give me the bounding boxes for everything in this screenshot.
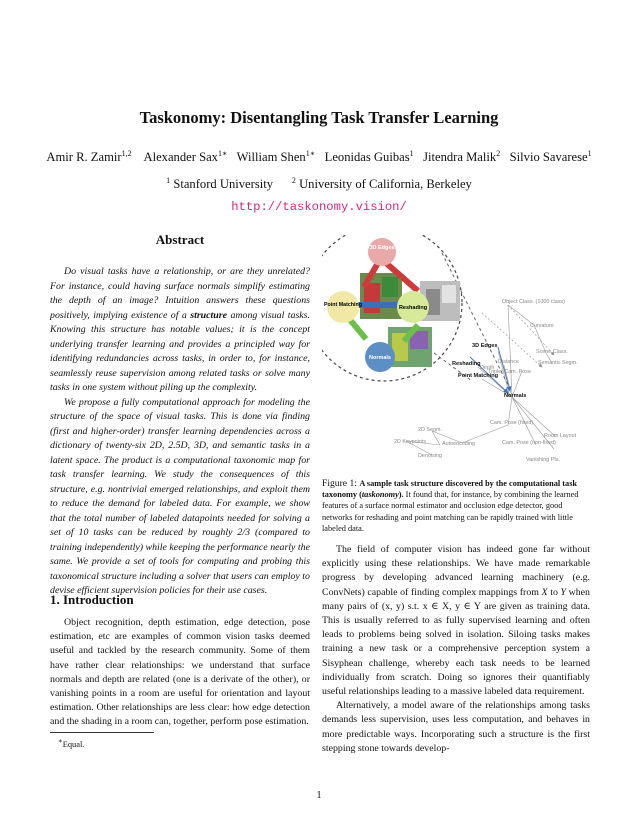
- author-name: Leonidas Guibas: [324, 150, 410, 165]
- author-affil-mark: 1,2: [121, 149, 132, 158]
- label-normals: Normals: [504, 393, 527, 399]
- author-affil-mark: 1∗: [217, 149, 228, 158]
- author-name: Jitendra Malik: [423, 150, 497, 165]
- affil-name: Stanford University: [173, 177, 274, 192]
- author-name: Amir R. Zamir: [46, 150, 122, 165]
- label-triplet-cam-pose: Triplet Cam. Pose: [488, 369, 531, 375]
- footnote-divider: [50, 732, 154, 733]
- body-paragraph: Alternatively, a model aware of the relationships among tasks demands less supervision, uses less computation, and behaves in more predictable ways. Incorporating such a structure is the first stepping stone towards develop-: [322, 700, 590, 754]
- label-object-class: Object Class. (1000 class): [502, 299, 565, 305]
- caption-label: Figure 1:: [322, 478, 360, 489]
- abstract-paragraph: [50, 396, 310, 599]
- label-3d-edges: 3D Edges: [472, 343, 498, 349]
- project-url-link[interactable]: http://taskonomy.vision/: [231, 200, 407, 214]
- node-label: Normals: [368, 355, 392, 361]
- node-label: 3D Edges: [369, 245, 395, 251]
- affil-mark: 1: [166, 176, 171, 185]
- label-reshading: Reshading: [452, 361, 481, 367]
- introduction-body: [50, 616, 310, 730]
- author-affil-mark: 1: [587, 149, 592, 158]
- author-list: [0, 149, 638, 165]
- abstract-text: Do visual tasks have a relationship, or are they unrelated? For instance, could having surface normals simplify estimating the depth of an image? Intuition answers these questions positively, implying existence of a: [50, 266, 310, 321]
- affiliations: [0, 176, 638, 192]
- caption-italic: taskonomy: [361, 490, 399, 500]
- abstract-text: We propose a fully computational approach for modeling the structure of the space of visual tasks. This is done via finding (first and higher-order) transfer learning dependencies across a dictionary of twenty-six 2D, 2.5D, 3D, and semantic tasks in a latent space. The product is a computational taxonomic map for task transfer learning. We study the consequences of this structure, e.g. nontrivial emerged relationships, and exploit them to reduce the demand for labeled data. For example, we show that the total number of labeled datapoints needed for solving a set of 10 tasks can be reduced by roughly: [50, 396, 310, 538]
- label-vanishing-pts: Vanishing Pts.: [526, 457, 561, 463]
- body-text: when many pairs of (x, y) s.t. x ∈ X, y ∈ Y are given as training data. This is usually referred to as fully supervised learning and often leads to problems being solved in isolation. Siloing tasks makes training a new task or a comprehensive perception system a Sisyphean challenge, whereby each task needs to be learned individually from scratch. Doing so ignores their quantifiably useful relationships leading to a massive labeled data requirement.: [322, 586, 590, 698]
- label-room-layout: Room Layout: [544, 433, 577, 439]
- label-depth: Depth: [480, 365, 495, 371]
- task-structure-diagram: [322, 235, 588, 468]
- label-2d-keypoints: 2D Keypoints: [394, 439, 427, 445]
- author-name: Alexander Sax: [143, 150, 218, 165]
- intro-paragraph: Object recognition, depth estimation, edge detection, pose estimation, etc are examples of common vision tasks deemed useful and tackled by the research community. Some of them have rather clear relationships: we understand that surface normals and depth are related (one is a derivate of the other), or vanishing points in a room are useful for orientation and layout estimation. Other relationships are less clear: how edge detection and the shading in a room can, together, perform pose estimation.: [50, 617, 310, 728]
- math-symbol: X: [541, 586, 548, 598]
- label-cam-pose-fixed: Cam. Pose (fixed): [490, 420, 534, 426]
- label-distance: Distance: [498, 359, 519, 365]
- abstract-body: [50, 265, 310, 599]
- abstract-heading: Abstract: [155, 232, 205, 247]
- body-text: The field of computer vision has indeed gone far without explicitly using these relationships. We have made remarkable progress by developing advanced learning machinery (e.g. ConvNets) capable of finding complex mappings from: [322, 544, 590, 598]
- right-column-body: [322, 543, 590, 756]
- author-name: William Shen: [236, 150, 306, 165]
- math-symbol: Y: [560, 586, 566, 598]
- fraction: 2/3: [237, 527, 251, 538]
- footnote-mark: ∗: [58, 737, 63, 745]
- label-autoencoding: Autoencoding: [442, 441, 475, 447]
- label-semantic-segm: Semantic Segm.: [538, 360, 578, 366]
- caption-text: It found that, for instance, by combining the learned features of a surface normal estimator and occlusion edge detector, good networks for reshading and point matching can be rapidly trained with little labeled data.: [322, 490, 579, 533]
- abstract-text: among visual tasks. Knowing this structure has notable values; it is the concept underlying transfer learning and provides a principled way for identifying redundancies across tasks, in order to, for instance, seamlessly reuse supervision among related tasks or solve many tasks in one system without piling up the complexity.: [50, 309, 310, 393]
- footnote: [58, 737, 84, 749]
- figure-task-structure: [322, 235, 588, 468]
- affil-name: University of California, Berkeley: [299, 177, 472, 192]
- node-3d-edges: [368, 238, 396, 266]
- figure-caption: [322, 478, 590, 534]
- author-affil-mark: 2: [496, 149, 501, 158]
- affil-mark: 2: [291, 176, 296, 185]
- label-denoising: Denoising: [418, 453, 442, 459]
- paper-title: Taskonomy: Disentangling Task Transfer Learning: [139, 108, 499, 127]
- body-paragraph: [322, 543, 590, 699]
- label-cam-pose-nonfixed: Cam. Pose (non-fixed): [502, 440, 556, 446]
- caption-bold-end: ).: [398, 490, 404, 500]
- author-affil-mark: 1∗: [305, 149, 316, 158]
- body-text: to: [547, 586, 561, 598]
- abstract-paragraph: [50, 265, 310, 396]
- footnote-text: Equal.: [62, 739, 85, 749]
- label-2d-segm: 2D Segm.: [418, 427, 442, 433]
- node-label: Point Matching: [324, 302, 362, 308]
- page-number: 1: [316, 790, 322, 801]
- caption-bold: A sample task structure discovered by the computational task taxonomy (: [322, 479, 578, 500]
- abstract-text: (compared to training independently) while keeping the performance nearly the same. We provide a set of tools for computing and probing this taxonomical structure including a solver that users can employ to devise efficient supervision policies for their use cases.: [50, 527, 310, 596]
- graph-dashed-edges: [482, 305, 554, 367]
- section-heading-introduction: 1. Introduction: [50, 592, 134, 607]
- emphasis-structure: structure: [190, 309, 228, 321]
- label-curvature: Curvature: [530, 323, 554, 329]
- author-affil-mark: 1: [409, 149, 414, 158]
- label-point-matching: Point Matching: [458, 373, 499, 379]
- node-label: Reshading: [398, 305, 428, 311]
- author-name: Silvio Savarese: [509, 150, 588, 165]
- label-scene-class: Scene Class.: [536, 349, 568, 355]
